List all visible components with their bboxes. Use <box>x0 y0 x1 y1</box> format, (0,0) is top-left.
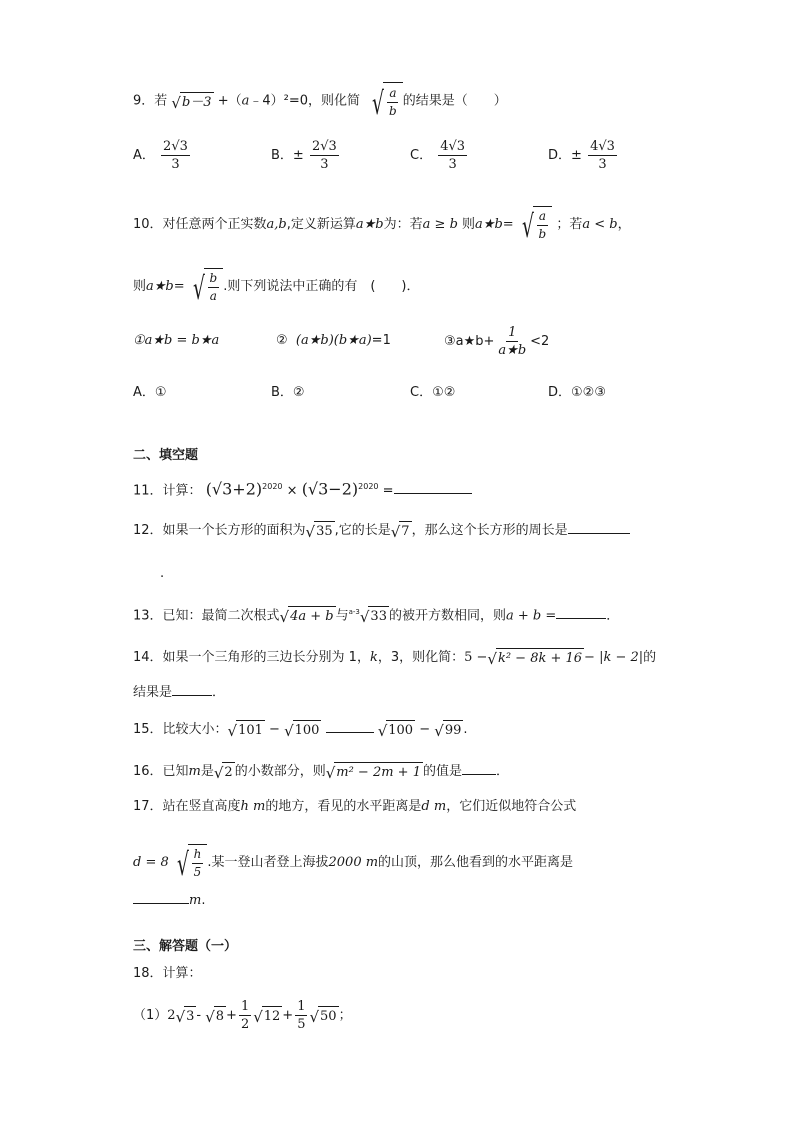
option-label: D． <box>548 148 572 163</box>
option-sign: ± <box>292 148 304 163</box>
answer-blank[interactable] <box>172 683 212 696</box>
q18-part-1: （1）2 √ 3 - √ 8 + $\frac{1}{2}$ √ 12 + $\frac{1}{5}$ √ 50 ； <box>133 999 352 1032</box>
q10-sqrt-b-over-a: √ $\frac{b}{a}$ <box>185 268 224 305</box>
q10-cond: a ≥ b <box>422 217 458 232</box>
q9-text: ²=0，则化简 <box>283 93 361 109</box>
q10-op: a★b= <box>146 279 185 294</box>
question-15: 15．比较大小： √ 101 − √ 100 √ 100 − √ 99 . <box>133 722 468 741</box>
q9-option-d[interactable] <box>548 138 619 173</box>
q17-line-2: d = 8 √ $\frac{h}{5}$ .某一登山者登上海拔2000 m的山顶，那么他看到的水平距离是 <box>133 844 573 881</box>
q9-option-b[interactable] <box>271 138 341 173</box>
q9-text: ﹣4） <box>249 93 284 109</box>
q10-vars: a,b <box>266 217 287 232</box>
q10-sqrt-a-over-b: √ $\frac{a}{b}$ <box>514 206 553 243</box>
q9-sqrt-frac: √ $\frac{a}{b}$ <box>364 82 403 120</box>
q10-text: ；若 <box>556 217 583 232</box>
q10-statement-2: ② (a★b)(b★a)=1 <box>276 333 391 348</box>
q10-text: ， <box>617 217 631 232</box>
question-11: 11．计算： $(√3+2)^{2020} \times (√3-2)^{2020}$ = <box>133 478 472 500</box>
section-heading-fill-in: 二、填空题 <box>133 448 199 463</box>
q10-text: ,定义新运算 <box>286 217 356 232</box>
q9-sqrt-1: √ b－3 <box>171 92 213 111</box>
q10-option-b[interactable]: B．② <box>271 385 305 400</box>
answer-blank[interactable] <box>556 606 606 619</box>
question-17: 17．站在竖直高度h m的地方，看见的水平距离是d m，它们近似地符合公式 <box>133 799 577 814</box>
option-fraction: $\frac{4√3}{3}$ <box>590 139 615 172</box>
q10-op: a★b= <box>475 217 514 232</box>
q9-option-c[interactable] <box>410 138 469 173</box>
answer-blank[interactable] <box>133 891 189 904</box>
option-fraction: $\frac{2√3}{3}$ <box>163 139 188 172</box>
q9-number: 9．若 <box>133 93 168 109</box>
q10-text: .则下列说法中正确的有 ( )． <box>223 279 420 294</box>
q17-line-3: m. <box>133 891 205 910</box>
q10-text: 则 <box>462 217 476 232</box>
q10-option-c[interactable]: C．①② <box>410 385 456 400</box>
option-sign: ± <box>571 148 582 163</box>
question-9 <box>133 82 507 120</box>
option-label: A． <box>133 148 155 163</box>
answer-blank[interactable] <box>462 762 496 775</box>
question-12: 12．如果一个长方形的面积为 √ 35 ,它的长是 √ 7 ，那么这个长方形的周长是 <box>133 521 630 540</box>
q10-cond: a < b <box>582 217 618 232</box>
q10-text: 为：若 <box>383 217 423 232</box>
option-label: C． <box>410 148 433 163</box>
q12-dot: . <box>160 566 165 581</box>
answer-blank[interactable] <box>394 481 472 494</box>
option-fraction: $\frac{4√3}{3}$ <box>440 139 466 172</box>
q10-op: a★b <box>355 217 384 232</box>
q9-var-a: a <box>241 93 250 109</box>
q10-statement-3: ③a★b+ $\frac{1}{a★b}$ <2 <box>444 325 550 358</box>
option-fraction: $\frac{2√3}{3}$ <box>311 139 337 172</box>
q9-tail: 的结果是（ ） <box>402 93 507 109</box>
question-16: 16．已知m是 √ 2 的小数部分，则 √ m² − 2m + 1 的值是 ． <box>133 764 510 783</box>
question-14: 14．如果一个三角形的三边长分别为 1，k，3，则化简：5 − √ k² − 8k + 16 − |k − 2|的 <box>133 650 657 669</box>
question-18: 18．计算： <box>133 966 202 981</box>
q10-text: 10．对任意两个正实数 <box>133 217 267 232</box>
question-10 <box>133 206 631 243</box>
option-label: B． <box>271 148 293 163</box>
section-heading-solutions: 三、解答题（一） <box>133 939 238 954</box>
q10-statement-1: ①a★b = b★a <box>133 333 220 348</box>
q10-line-2 <box>133 268 419 305</box>
answer-blank[interactable] <box>326 720 374 733</box>
q10-option-a[interactable]: A．① <box>133 385 167 400</box>
q14-line-2: 结果是 ． <box>133 685 226 700</box>
q9-option-a[interactable] <box>133 138 192 173</box>
q10-text: 则 <box>133 279 147 294</box>
question-13: 13．已知：最简二次根式 √ 4a + b 与$^{a-3}$ √ 33 的被开方数相同，则a + b = ． <box>133 608 620 627</box>
answer-blank[interactable] <box>568 521 630 534</box>
q9-text: +（ <box>217 93 242 109</box>
q10-option-d[interactable]: D．①②③ <box>548 385 606 400</box>
